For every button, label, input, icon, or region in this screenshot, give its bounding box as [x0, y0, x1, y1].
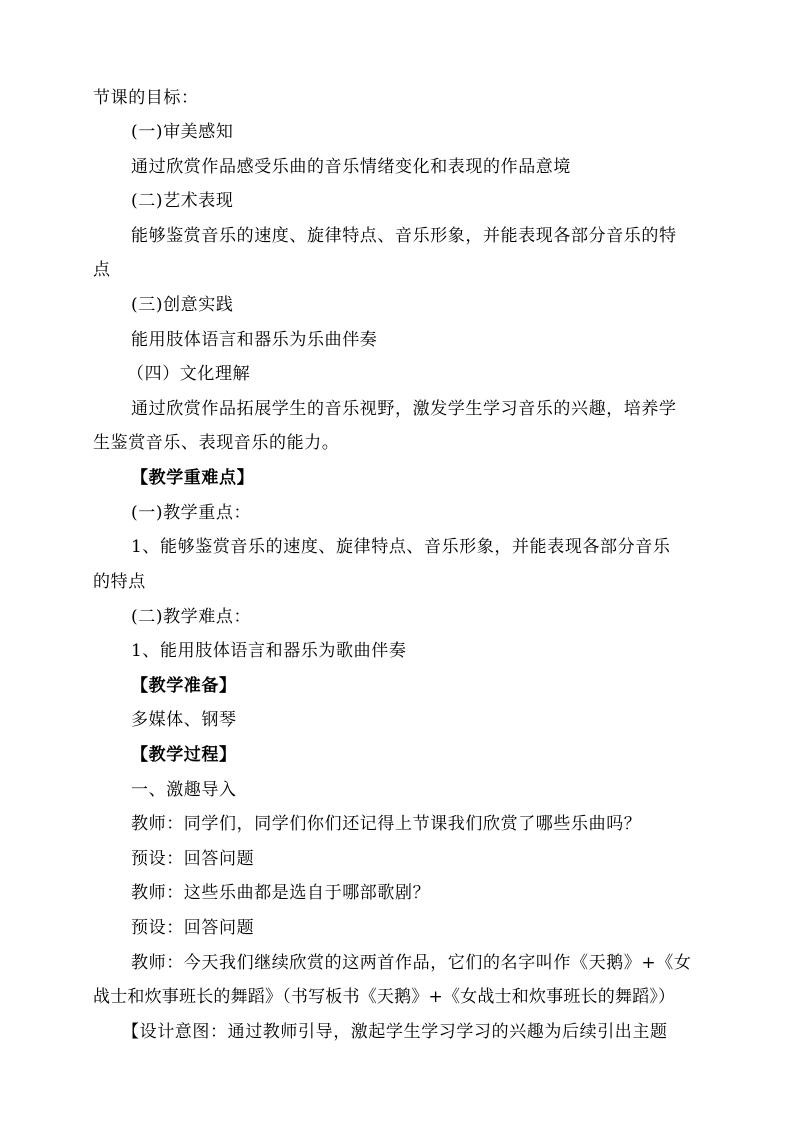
- text-line: 多媒体、钢琴: [131, 710, 237, 730]
- section-heading: 一、激趣导入: [131, 780, 237, 800]
- text-line: 的特点: [93, 572, 146, 592]
- text-line: 生鉴赏音乐、表现音乐的能力。: [93, 433, 340, 453]
- bold-heading: 【教学过程】: [131, 745, 237, 765]
- section-heading: (一)教学重点：: [131, 503, 252, 523]
- text-line: 能够鉴赏音乐的速度、旋律特点、音乐形象，并能表现各部分音乐的特: [131, 226, 677, 246]
- text-line: 1、能够鉴赏音乐的速度、旋律特点、音乐形象，并能表现各部分音乐: [131, 537, 671, 557]
- section-heading: (一)审美感知: [131, 122, 234, 142]
- section-heading: （四）文化理解: [127, 364, 251, 384]
- text-line: 教师：同学们，同学们你们还记得上节课我们欣赏了哪些乐曲吗？: [131, 814, 642, 834]
- text-line: 通过欣赏作品拓展学生的音乐视野，激发学生学习音乐的兴趣，培养学: [131, 399, 677, 419]
- text-line: 点: [93, 260, 111, 280]
- text-line: 教师：今天我们继续欣赏的这两首作品，它们的名字叫作《天鹅》+《女: [131, 953, 692, 973]
- text-line: 通过欣赏作品感受乐曲的音乐情绪变化和表现的作品意境: [131, 157, 571, 177]
- text-line: 教师：这些乐曲都是选自于哪部歌剧？: [131, 883, 431, 903]
- section-heading: (二)艺术表现: [131, 191, 234, 211]
- bold-heading: 【教学准备】: [131, 676, 237, 696]
- text-line: 1、能用肢体语言和器乐为歌曲伴奏: [131, 641, 407, 661]
- text-line: 节课的目标：: [93, 88, 199, 108]
- text-line: 战士和炊事班长的舞蹈》（书写板书《天鹅》+《女战士和炊事班长的舞蹈》）: [93, 987, 676, 1007]
- text-line: 能用肢体语言和器乐为乐曲伴奏: [131, 330, 378, 350]
- text-line: 预设：回答问题: [131, 849, 255, 869]
- text-line: 【设计意图：通过教师引导，激起学生学习学习的兴趣为后续引出主题: [122, 1022, 668, 1042]
- text-line: 预设：回答问题: [131, 918, 255, 938]
- section-heading: (三)创意实践: [131, 295, 234, 315]
- bold-heading: 【教学重难点】: [131, 468, 255, 488]
- section-heading: (二)教学难点：: [131, 607, 252, 627]
